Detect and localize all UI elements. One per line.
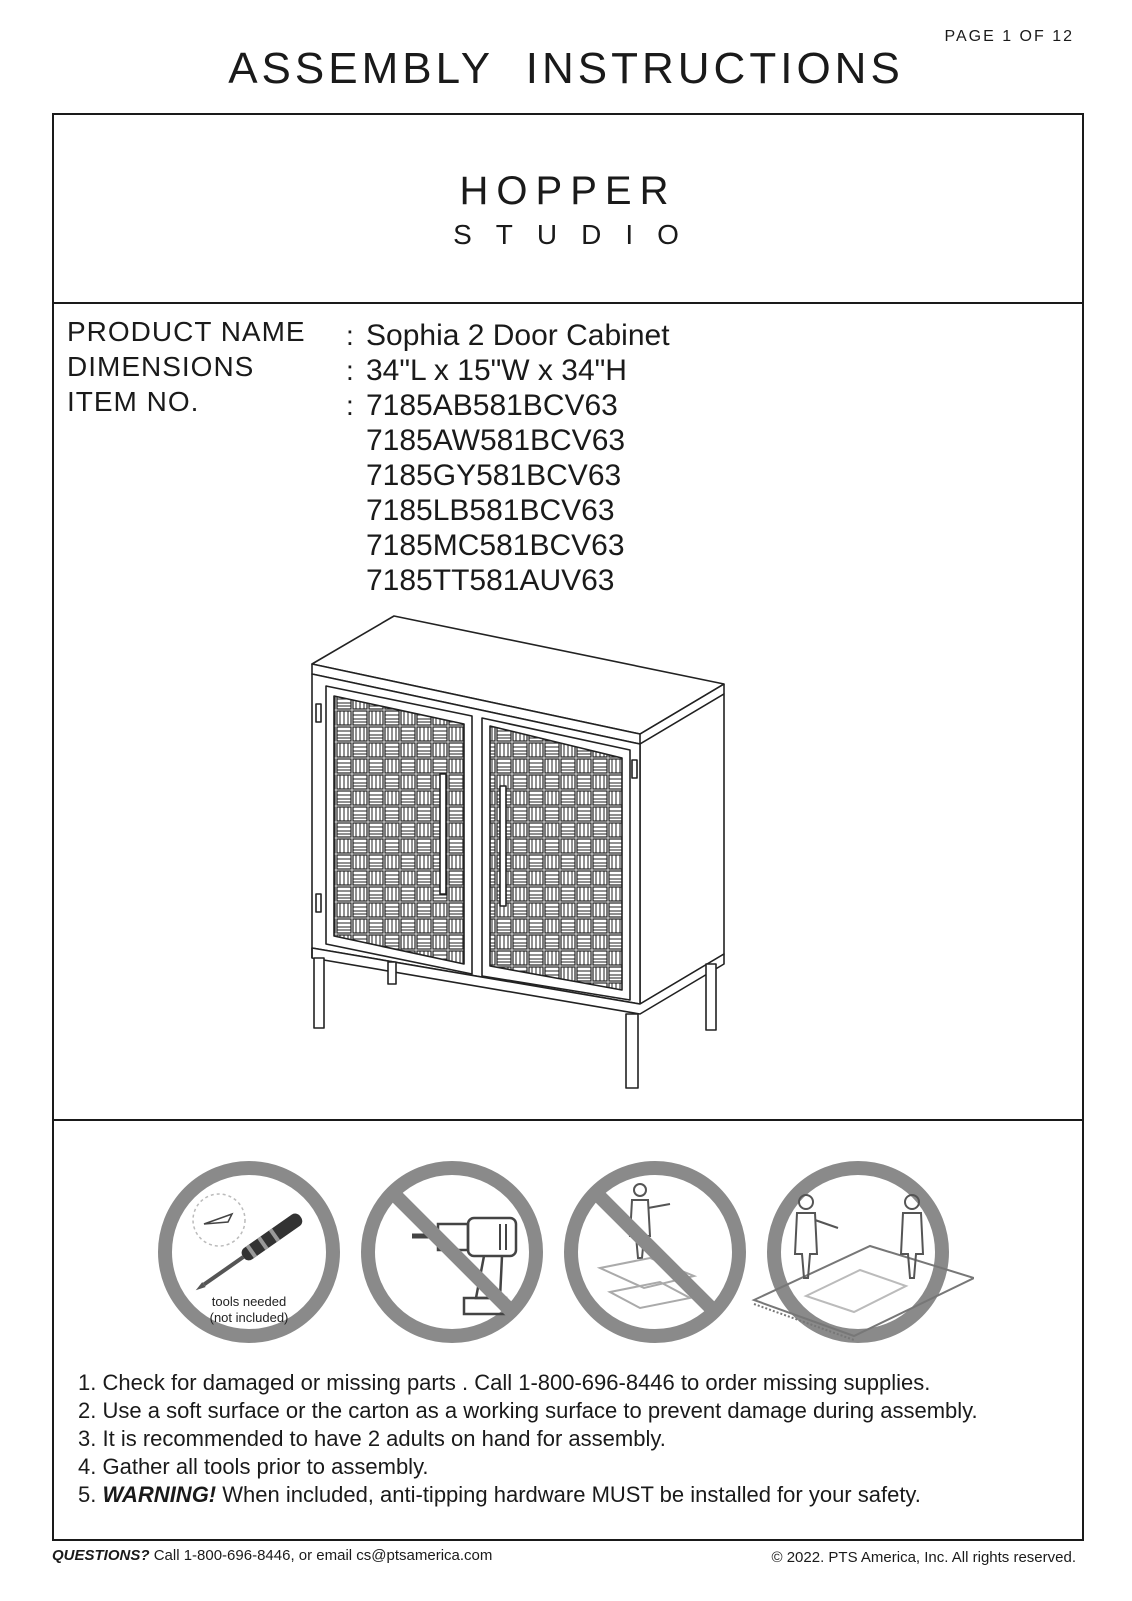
item-number: 7185AB581BCV63 (366, 389, 618, 422)
item-text: When included, anti-tipping hardware MUST be installed for your safety. (222, 1482, 921, 1507)
item-text: It is recommended to have 2 adults on hand for assembly. (102, 1426, 666, 1451)
warning-label: WARNING! (102, 1482, 217, 1507)
item-number: 7185TT581AUV63 (366, 564, 615, 597)
item-number: 7185GY581BCV63 (366, 459, 622, 492)
item-number: 5. (78, 1482, 97, 1507)
product-name-value: Sophia 2 Door Cabinet (366, 319, 670, 352)
list-item (78, 1369, 978, 1397)
product-info-section (54, 304, 1082, 1121)
page-number: PAGE 1 OF 12 (944, 28, 1074, 45)
label-item-no: ITEM NO. (67, 386, 200, 417)
product-labels (67, 314, 306, 419)
label-dimensions: DIMENSIONS (67, 351, 255, 382)
list-item (78, 1425, 978, 1453)
list-item (78, 1481, 978, 1509)
two-adults-icon (754, 1168, 974, 1340)
colon-column (346, 318, 354, 423)
list-item (78, 1453, 978, 1481)
product-values (366, 318, 670, 598)
document-title: ASSEMBLY INSTRUCTIONS (228, 44, 904, 93)
instructions-list (78, 1369, 978, 1509)
item-text: Check for damaged or missing parts . Call 1-800-696-8446 to order missing supplies. (102, 1370, 931, 1395)
item-number: 1. (78, 1370, 97, 1395)
no-power-drill-icon (368, 1168, 536, 1336)
no-hard-surface-icon (571, 1168, 739, 1336)
colon: : (346, 355, 354, 386)
label-product-name: PRODUCT NAME (67, 316, 306, 347)
tools-caption-line2: (not included) (209, 1310, 289, 1325)
screwdriver-icon (165, 1168, 333, 1336)
colon: : (346, 390, 354, 421)
item-number: 2. (78, 1398, 97, 1423)
item-number: 7185LB581BCV63 (366, 494, 615, 527)
item-number: 3. (78, 1426, 97, 1451)
colon: : (346, 320, 354, 351)
copyright: © 2022. PTS America, Inc. All rights reserved. (771, 1549, 1076, 1566)
brand-name: HOPPER (459, 169, 677, 213)
brand-logo (54, 115, 1082, 304)
item-number: 4. (78, 1454, 97, 1479)
item-text: Gather all tools prior to assembly. (102, 1454, 429, 1479)
questions-text: Call 1-800-696-8446, or email cs@ptsamerica.com (153, 1547, 493, 1564)
item-text: Use a soft surface or the carton as a working surface to prevent damage during assembly. (102, 1398, 978, 1423)
list-item (78, 1397, 978, 1425)
tools-caption-line1: tools needed (211, 1294, 287, 1309)
instruction-frame (52, 113, 1084, 1541)
safety-icons-row (154, 1158, 974, 1348)
dimensions-value: 34"L x 15"W x 34"H (366, 354, 627, 387)
cabinet-illustration (304, 614, 744, 1094)
item-number: 7185AW581BCV63 (366, 424, 626, 457)
brand-subname: STUDIO (453, 219, 703, 250)
questions-label: QUESTIONS? (52, 1547, 150, 1564)
item-number: 7185MC581BCV63 (366, 529, 625, 562)
footer-contact (52, 1547, 492, 1564)
safety-section (54, 1121, 1082, 1539)
